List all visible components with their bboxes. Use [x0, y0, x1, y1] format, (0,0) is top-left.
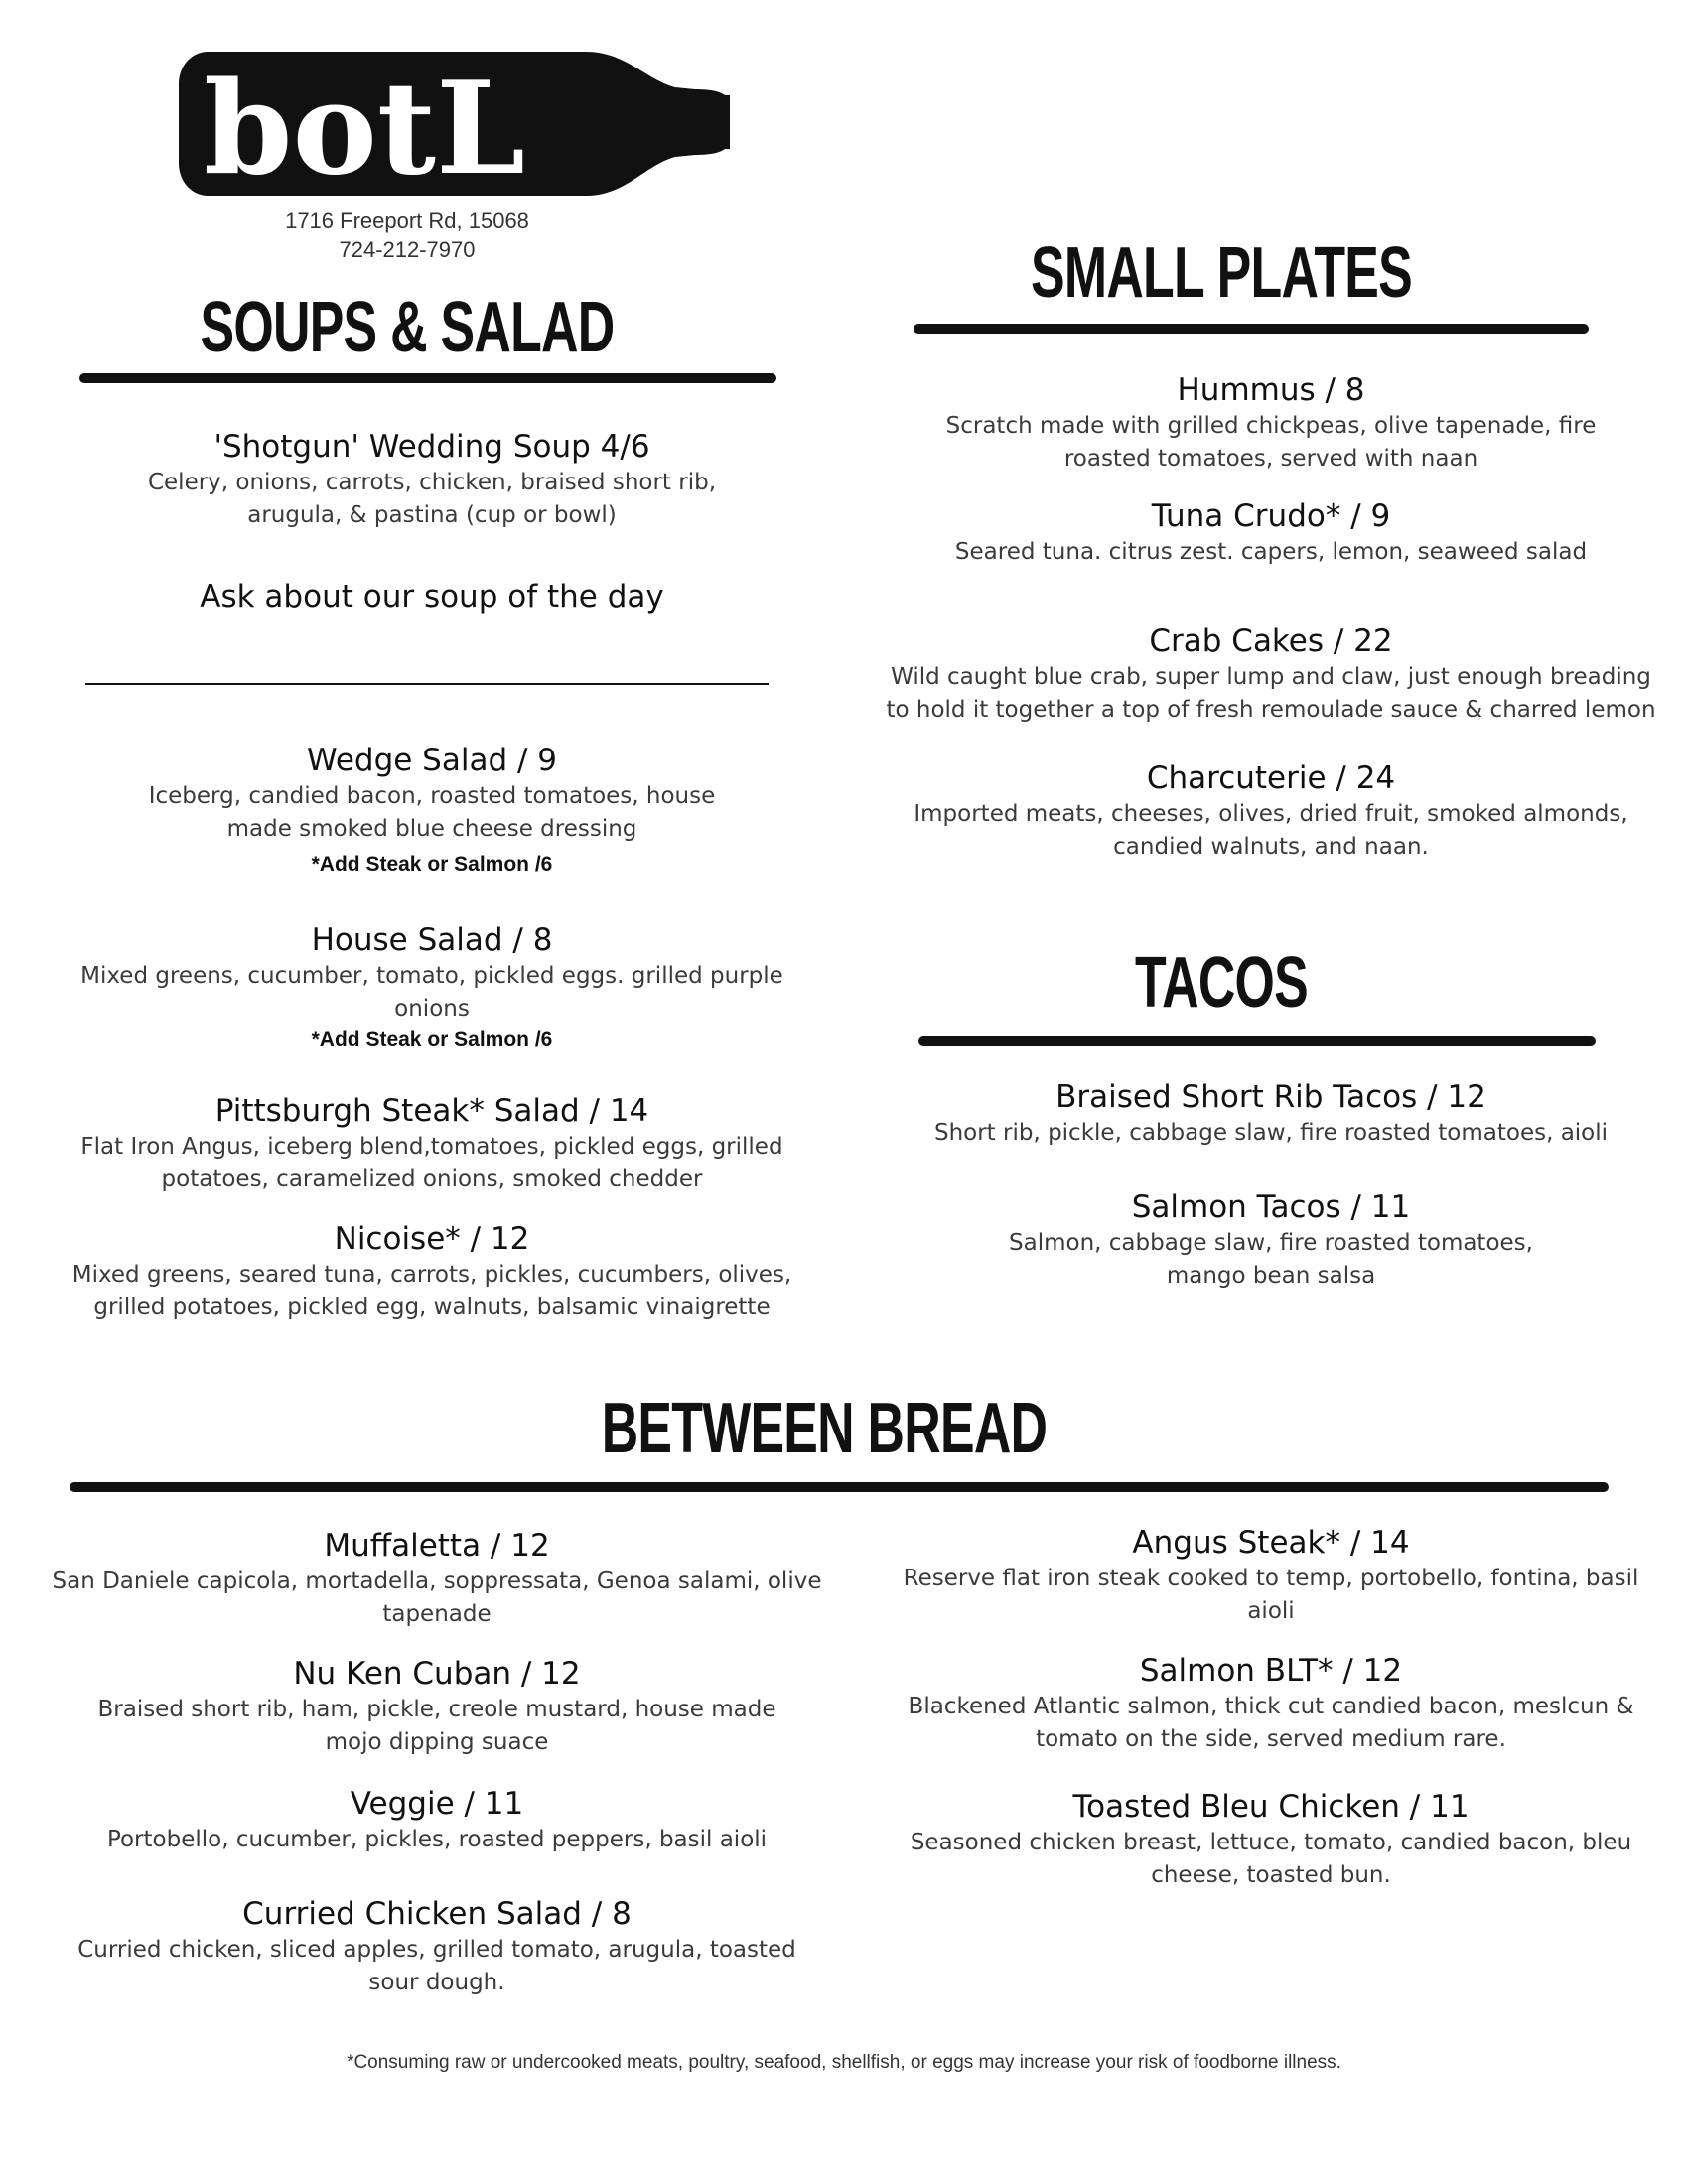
between-bread-heading: BETWEEN BREAD	[601, 1389, 1048, 1468]
item-name: Tuna Crudo* / 9	[1151, 498, 1391, 534]
item-desc: Portobello, cucumber, pickles, roasted peppers, basil aioli	[106, 1827, 768, 1852]
item-name: Toasted Bleu Chicken / 11	[1072, 1789, 1470, 1825]
item-name: Muffaletta / 12	[324, 1528, 550, 1564]
menu-item-short-rib-tacos	[894, 1077, 1648, 1150]
tacos-heading: TACOS	[1135, 943, 1308, 1023]
menu-item-toasted-bleu-chicken	[884, 1787, 1658, 1892]
item-desc: Mixed greens, seared tuna, carrots, pickles, cucumbers, olives, grilled potatoes, pickled egg, walnuts, balsamic vinaigrette	[71, 1262, 792, 1320]
menu-item-tuna-crudo	[894, 496, 1648, 569]
address-phone: 724-212-7970	[339, 237, 476, 262]
menu-item-crab-cakes	[884, 621, 1658, 727]
item-desc: Seasoned chicken breast, lettuce, tomato, candied bacon, bleu cheese, toasted bun.	[910, 1830, 1632, 1888]
item-desc: Braised short rib, ham, pickle, creole mustard, house made mojo dipping suace	[97, 1697, 776, 1755]
item-desc: Seared tuna. citrus zest. capers, lemon, seaweed salad	[954, 539, 1588, 565]
item-name: Charcuterie / 24	[1146, 760, 1396, 796]
item-name: Pittsburgh Steak* Salad / 14	[214, 1093, 649, 1129]
item-desc: Reserve flat iron steak cooked to temp, portobello, fontina, basil aioli	[903, 1566, 1639, 1624]
menu-item-pittsburgh-salad	[60, 1091, 804, 1196]
item-name: Crab Cakes / 22	[1149, 623, 1393, 659]
item-desc: Celery, onions, carrots, chicken, braised short rib, arugula, & pastina (cup or bowl)	[147, 470, 717, 528]
item-addon: *Add Steak or Salmon /6	[311, 1028, 553, 1051]
small-plates-rule	[914, 324, 1589, 334]
address-street: 1716 Freeport Rd, 15068	[285, 208, 529, 233]
item-desc: Flat Iron Angus, iceberg blend,tomatoes, pickled eggs, grilled potatoes, caramelized onions, smoked chedder	[80, 1134, 783, 1192]
menu-item-hummus	[894, 370, 1648, 476]
menu-item-wedding-soup	[60, 427, 804, 532]
menu-item-nicoise	[60, 1219, 804, 1324]
tacos-rule	[918, 1036, 1596, 1046]
item-desc: Iceberg, candied bacon, roasted tomatoes, house made smoked blue cheese dressing	[148, 783, 716, 842]
divider	[85, 683, 769, 685]
item-name: Salmon BLT* / 12	[1139, 1653, 1403, 1689]
small-plates-heading: SMALL PLATES	[1030, 233, 1413, 313]
item-name: Nu Ken Cuban / 12	[293, 1656, 581, 1692]
item-name: House Salad / 8	[311, 922, 553, 958]
logo-text: botL	[204, 55, 525, 196]
soup-of-day-note: Ask about our soup of the day	[200, 579, 664, 614]
menu-item-nu-ken-cuban	[40, 1654, 834, 1759]
menu-item-veggie	[40, 1784, 834, 1856]
menu-item-charcuterie	[894, 758, 1648, 864]
item-name: Braised Short Rib Tacos / 12	[1055, 1079, 1486, 1115]
item-desc: Short rib, pickle, cabbage slaw, fire roasted tomatoes, aioli	[933, 1120, 1609, 1146]
item-desc: Blackened Atlantic salmon, thick cut candied bacon, meslcun & tomato on the side, served medium rare.	[908, 1694, 1634, 1752]
botl-logo	[179, 52, 735, 196]
menu-item-wedge-salad	[60, 741, 804, 880]
item-desc: Salmon, cabbage slaw, fire roasted tomatoes, mango bean salsa	[1009, 1230, 1533, 1289]
menu-item-salmon-blt	[884, 1651, 1658, 1756]
item-desc: Imported meats, cheeses, olives, dried fruit, smoked almonds, candied walnuts, and naan.	[914, 801, 1628, 860]
menu-item-curried-chicken	[40, 1894, 834, 1999]
menu-item-muffaletta	[40, 1526, 834, 1631]
item-name: Wedge Salad / 9	[306, 743, 558, 778]
item-name: 'Shotgun' Wedding Soup 4/6	[213, 429, 650, 465]
item-desc: Curried chicken, sliced apples, grilled tomato, arugula, toasted sour dough.	[77, 1937, 796, 1995]
foodborne-illness-disclaimer: *Consuming raw or undercooked meats, poultry, seafood, shellfish, or eggs may increase your risk of foodborne illness.	[347, 2052, 1341, 2073]
item-name: Angus Steak* / 14	[1132, 1525, 1410, 1561]
item-name: Veggie / 11	[350, 1786, 524, 1822]
item-name: Salmon Tacos / 11	[1131, 1189, 1411, 1225]
item-desc: Mixed greens, cucumber, tomato, pickled eggs. grilled purple onions	[80, 963, 783, 1022]
soups-salad-heading: SOUPS & SALAD	[200, 288, 615, 367]
menu-item-house-salad	[60, 920, 804, 1055]
item-desc: San Daniele capicola, mortadella, soppressata, Genoa salami, olive tapenade	[52, 1569, 822, 1627]
item-name: Hummus / 8	[1177, 372, 1365, 408]
item-addon: *Add Steak or Salmon /6	[311, 853, 553, 876]
wine-bottle-icon	[179, 52, 735, 196]
item-desc: Scratch made with grilled chickpeas, olive tapenade, fire roasted tomatoes, served with naan	[945, 413, 1597, 472]
item-desc: Wild caught blue crab, super lump and claw, just enough breading to hold it together a top of fresh remoulade sauce & charred lemon	[886, 664, 1656, 723]
menu-item-salmon-tacos	[894, 1187, 1648, 1293]
item-name: Nicoise* / 12	[334, 1221, 530, 1257]
menu-item-angus-steak	[884, 1523, 1658, 1628]
item-name: Curried Chicken Salad / 8	[242, 1896, 632, 1932]
between-bread-rule	[70, 1482, 1609, 1492]
soups-salad-rule	[79, 373, 776, 383]
